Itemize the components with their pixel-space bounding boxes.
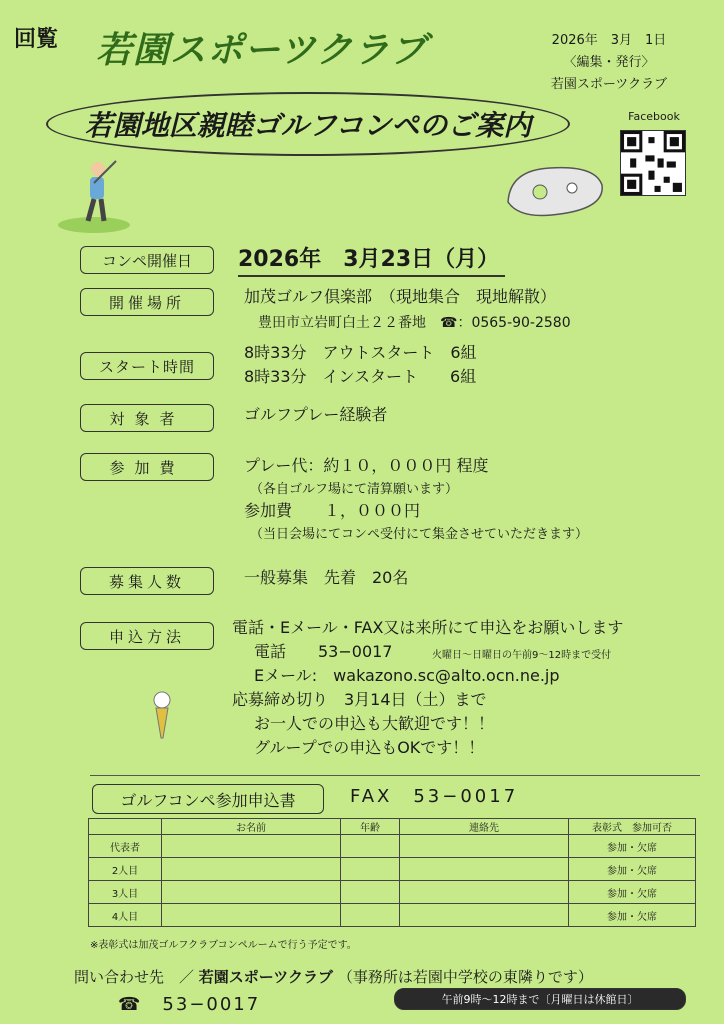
contact-label: 問い合わせ先 ／ — [74, 968, 195, 986]
issue-info — [534, 30, 684, 96]
venue-name: 加茂ゴルフ倶楽部 （現地集合 現地解散） — [244, 287, 557, 306]
edited-by-label: 〈編集・発行〉 — [563, 55, 655, 70]
row-label: 3人目 — [89, 881, 162, 904]
qr-code-icon[interactable] — [620, 130, 686, 196]
circulate-label: 回覧 — [14, 27, 59, 52]
contact-phone: ☎ 53−0017 — [118, 994, 261, 1015]
attend-cell[interactable]: 参加・欠席 — [569, 858, 696, 881]
office-hours-badge: 午前9時～12時まで〔月曜日は休館日〕 — [394, 988, 686, 1010]
contact-line — [74, 966, 593, 987]
contact-cell[interactable] — [400, 835, 569, 858]
start-in: 8時33分 インスタート 6組 — [244, 367, 477, 386]
age-cell[interactable] — [341, 881, 400, 904]
fee-play-note: （各自ゴルフ場にて清算願います） — [250, 482, 459, 497]
row-label: 4人目 — [89, 904, 162, 927]
start-out: 8時33分 アウトスタート 6組 — [244, 343, 477, 362]
apply-methods: 電話・Eメール・FAX又は来所にて申込をお願いします — [232, 618, 624, 637]
ceremony-note: ※表彰式は加茂ゴルフクラブコンペルームで行う予定です。 — [90, 940, 357, 951]
row-label: 2人目 — [89, 858, 162, 881]
golf-tee-icon — [150, 690, 174, 740]
apply-phone-hours: 火曜日～日曜日の午前9～12時まで受付 — [432, 650, 612, 661]
col-header-attend: 表彰式 参加可否 — [569, 819, 696, 835]
contact-name: 若園スポーツクラブ — [198, 968, 334, 986]
golf-shoe-illustration-icon — [500, 140, 610, 230]
attend-cell[interactable]: 参加・欠席 — [569, 881, 696, 904]
row-label: 代表者 — [89, 835, 162, 858]
age-cell[interactable] — [341, 904, 400, 927]
col-header-name: お名前 — [162, 819, 341, 835]
col-header-contact: 連絡先 — [400, 819, 569, 835]
target-value: ゴルフプレー経験者 — [244, 405, 388, 424]
capacity-value: 一般募集 先着 20名 — [244, 568, 409, 587]
label-fee: 参加費 — [80, 453, 214, 481]
publisher: 若園スポーツクラブ — [550, 77, 668, 92]
golfer-illustration-icon — [54, 155, 134, 235]
apply-group: グループでの申込もOKです！！ — [254, 738, 485, 757]
table-header-row — [89, 819, 696, 835]
name-cell[interactable] — [162, 835, 341, 858]
venue-address: 豊田市立岩町白土２２番地 ☎：0565-90-2580 — [258, 315, 571, 331]
issue-date: 2026年 3月 1日 — [551, 33, 667, 48]
table-row — [89, 904, 696, 927]
age-cell[interactable] — [341, 858, 400, 881]
apply-email[interactable]: Eメール: wakazono.sc@alto.ocn.ne.jp — [254, 666, 560, 685]
table-row — [89, 858, 696, 881]
banner-title: 若園地区親睦ゴルフコンペのご案内 — [84, 109, 532, 142]
table-row — [89, 835, 696, 858]
club-name-title: 若園スポーツクラブ — [96, 30, 428, 71]
form-divider — [90, 775, 700, 776]
facebook-label: Facebook — [628, 110, 680, 123]
fee-play: プレー代：約１０，０００円 程度 — [244, 456, 489, 475]
label-target: 対象者 — [80, 404, 214, 432]
age-cell[interactable] — [341, 835, 400, 858]
label-apply: 申込方法 — [80, 622, 214, 650]
fee-entry: 参加費 １，０００円 — [244, 501, 421, 520]
contact-cell[interactable] — [400, 904, 569, 927]
name-cell[interactable] — [162, 858, 341, 881]
label-start-time: スタート時間 — [80, 352, 214, 380]
label-capacity: 募集人数 — [80, 567, 214, 595]
contact-cell[interactable] — [400, 881, 569, 904]
apply-phone: 電話 53−0017 — [254, 642, 393, 661]
event-banner — [46, 92, 570, 156]
col-header-age: 年齢 — [341, 819, 400, 835]
col-header-blank — [89, 819, 162, 835]
name-cell[interactable] — [162, 881, 341, 904]
name-cell[interactable] — [162, 904, 341, 927]
fee-entry-note: （当日会場にてコンペ受付にて集金させていただきます） — [250, 527, 589, 542]
label-venue: 開催場所 — [80, 288, 214, 316]
application-form-title: ゴルフコンペ参加申込書 — [92, 784, 324, 814]
label-event-date: コンペ開催日 — [80, 246, 214, 274]
attend-cell[interactable]: 参加・欠席 — [569, 835, 696, 858]
apply-deadline: 応募締め切り 3月14日（土）まで — [232, 690, 487, 709]
office-note: （事務所は若園中学校の東隣りです） — [337, 968, 593, 986]
apply-solo: お一人での申込も大歓迎です！！ — [254, 714, 495, 733]
table-row — [89, 881, 696, 904]
application-fax: FAX 53−0017 — [350, 786, 519, 807]
event-date: 2026年 3月23日（月） — [238, 242, 505, 277]
application-table — [88, 818, 696, 927]
contact-cell[interactable] — [400, 858, 569, 881]
attend-cell[interactable]: 参加・欠席 — [569, 904, 696, 927]
